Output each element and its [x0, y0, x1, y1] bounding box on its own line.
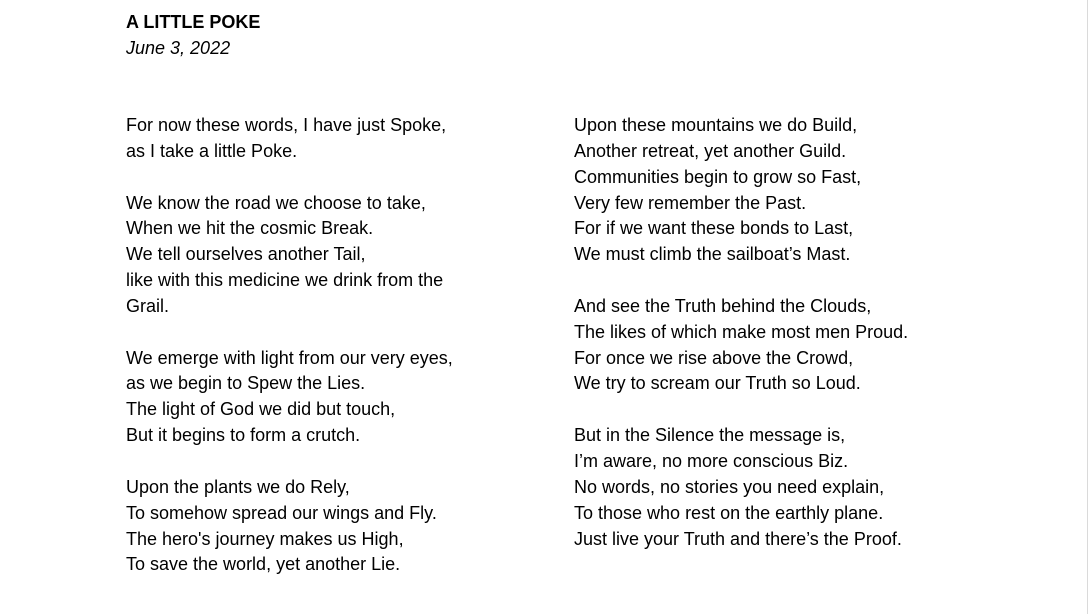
poem-line: The likes of which make most men Proud.	[574, 321, 909, 342]
poem-line: For if we want these bonds to Last,	[574, 218, 854, 239]
poem-line: We know the road we choose to take,	[126, 192, 426, 213]
poem-line: The light of God we did but touch,	[126, 399, 396, 420]
poem-line: I’m aware, no more conscious Biz.	[574, 450, 849, 471]
poem-line: We emerge with light from our very eyes,	[126, 347, 453, 368]
poem-line: Upon the plants we do Rely,	[126, 476, 350, 497]
poem-column-right	[574, 113, 974, 552]
poem-date: June 3, 2022	[126, 38, 231, 58]
poem-line: as I take a little Poke.	[126, 140, 298, 161]
stanza	[574, 294, 974, 397]
poem-line: Grail.	[126, 295, 170, 316]
poem-line: as we begin to Spew the Lies.	[126, 373, 366, 394]
stanza	[126, 475, 526, 578]
poem-line: We tell ourselves another Tail,	[126, 244, 366, 265]
poem-line: But it begins to form a crutch.	[126, 425, 361, 446]
poem-column-left	[126, 113, 526, 578]
stanza	[126, 346, 526, 449]
poem-line: For once we rise above the Crowd,	[574, 347, 854, 368]
stanza	[574, 113, 974, 268]
poem-line: Communities begin to grow so Fast,	[574, 166, 862, 187]
poem-line: To save the world, yet another Lie.	[126, 554, 401, 575]
poem-line: like with this medicine we drink from the	[126, 270, 444, 291]
poem-line: When we hit the cosmic Break.	[126, 218, 374, 239]
poem-line: We must climb the sailboat’s Mast.	[574, 244, 851, 265]
poem-line: Upon these mountains we do Build,	[574, 115, 858, 135]
poem-line: The hero's journey makes us High,	[126, 528, 404, 549]
poem-line: To somehow spread our wings and Fly.	[126, 502, 437, 523]
stanza	[126, 191, 526, 320]
poem-line: Another retreat, yet another Guild.	[574, 140, 847, 161]
poem-line: Just live your Truth and there’s the Proof.	[574, 528, 902, 549]
poem-line: No words, no stories you need explain,	[574, 476, 885, 497]
poem-line: Very few remember the Past.	[574, 192, 807, 213]
stanza	[574, 423, 974, 552]
poem-line: But in the Silence the message is,	[574, 425, 846, 446]
poem-line: For now these words, I have just Spoke,	[126, 115, 447, 135]
poem-title: A LITTLE POKE	[126, 12, 261, 32]
poem-line: And see the Truth behind the Clouds,	[574, 295, 872, 316]
poem-line: We try to scream our Truth so Loud.	[574, 373, 861, 394]
poem-line: To those who rest on the earthly plane.	[574, 502, 884, 523]
stanza	[126, 113, 526, 165]
